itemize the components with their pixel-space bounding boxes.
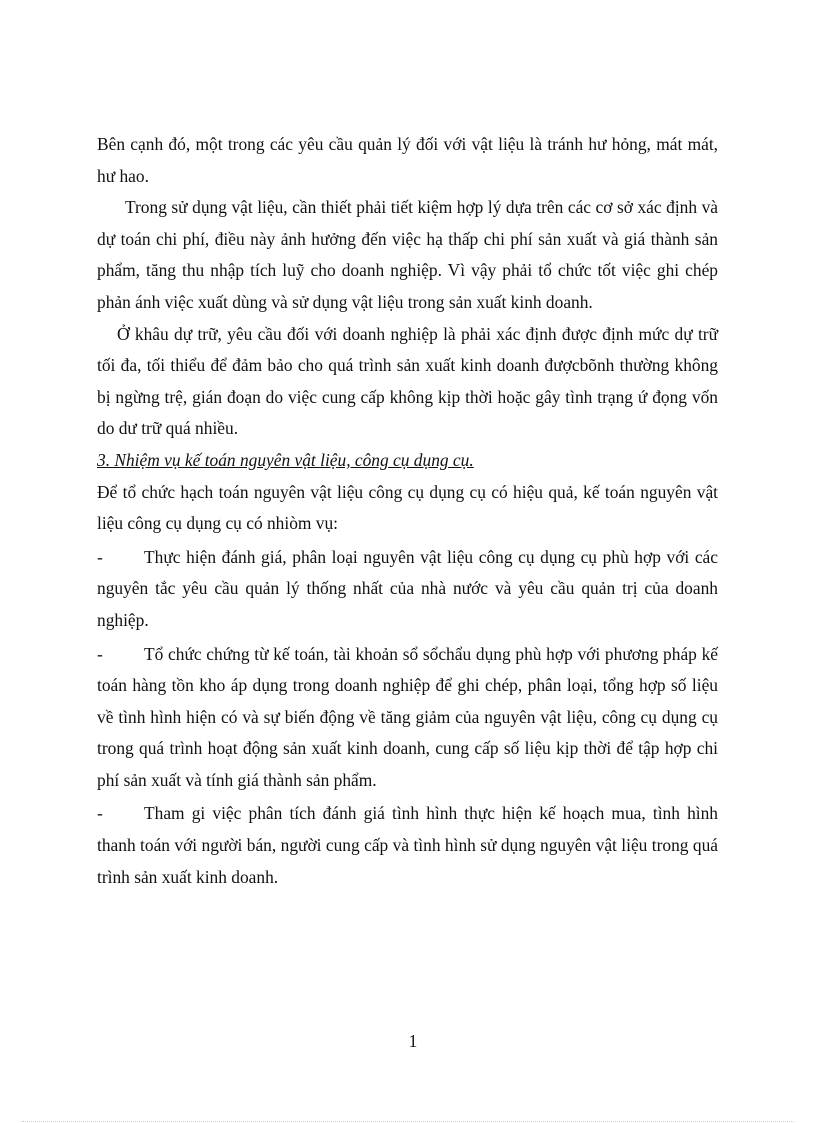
paragraph-3: Ở khâu dự trữ, yêu cầu đối với doanh nghiệp là phải xác định được định mức dự trữ tối đa, tối thiểu để đảm bảo cho quá trình sản xuất kinh doanh đượcbõnh thường không bị ngừng trệ, gián đoạn do việc cung cấp không kịp thời hoặc gây tình trạng ứ đọng vốn do dư trữ quá nhiều. — [97, 323, 718, 439]
list-item — [97, 637, 718, 797]
paragraph-4: Để tổ chức hạch toán nguyên vật liệu công cụ dụng cụ có hiệu quả, kế toán nguyên vật liệu công cụ dụng cụ có nhiòm vụ: — [97, 481, 718, 534]
list-dash: - — [97, 803, 103, 824]
paragraph-1: Bên cạnh đó, một trong các yêu cầu quản lý đối với vật liệu là tránh hư hỏng, mát mát, hư hao. — [97, 134, 718, 186]
paragraph-2: Trong sử dụng vật liệu, cần thiết phải tiết kiệm hợp lý dựa trên các cơ sở xác định và dự toán chi phí, điều này ảnh hưởng đến việc hạ thấp chi phí sản xuất và giá thành sản phẩm, tăng thu nhập tích luỹ cho doanh nghiệp. Vì vậy phải tổ chức tốt việc ghi chép phản ánh việc xuất dùng và sử dụng vật liệu trong sản xuất kinh doanh. — [97, 197, 718, 312]
list-item-text: Thực hiện đánh giá, phân loại nguyên vật liệu công cụ dụng cụ phù hợp với các nguyên tắc yêu cầu quản lý thống nhất của nhà nước và yêu cầu quản trị của doanh nghiệp. — [97, 546, 718, 630]
section-heading-3: 3. Nhiệm vụ kế toán nguyên vật liệu, công cụ dụng cụ. — [97, 449, 474, 470]
list-item — [97, 796, 718, 893]
list-item-text: Tham gi việc phân tích đánh giá tình hình thực hiện kế hoạch mua, tình hình thanh toán với người bán, người cung cấp và tình hình sử dụng nguyên vật liệu trong quá trình sản xuất kinh doanh. — [97, 803, 718, 887]
list-dash: - — [97, 546, 103, 567]
list-dash: - — [97, 643, 103, 664]
document-body — [97, 129, 718, 893]
page-number: 1 — [408, 1031, 418, 1051]
page-bottom-divider — [22, 1121, 794, 1122]
list-item — [97, 540, 718, 637]
list-item-text: Tổ chức chứng từ kế toán, tài khoản sổ sổchẩu dụng phù hợp với phương pháp kế toán hàng tồn kho áp dụng trong doanh nghiệp để ghi chép, phân loại, tổng hợp số liệu về tình hình hiện có và sự biến động về tăng giảm của nguyên vật liệu, công cụ dụng cụ trong quá trình hoạt động sản xuất kinh doanh, cung cấp số liệu kịp thời để tập hợp chi phí sản xuất và tính giá thành sản phẩm. — [97, 643, 718, 790]
